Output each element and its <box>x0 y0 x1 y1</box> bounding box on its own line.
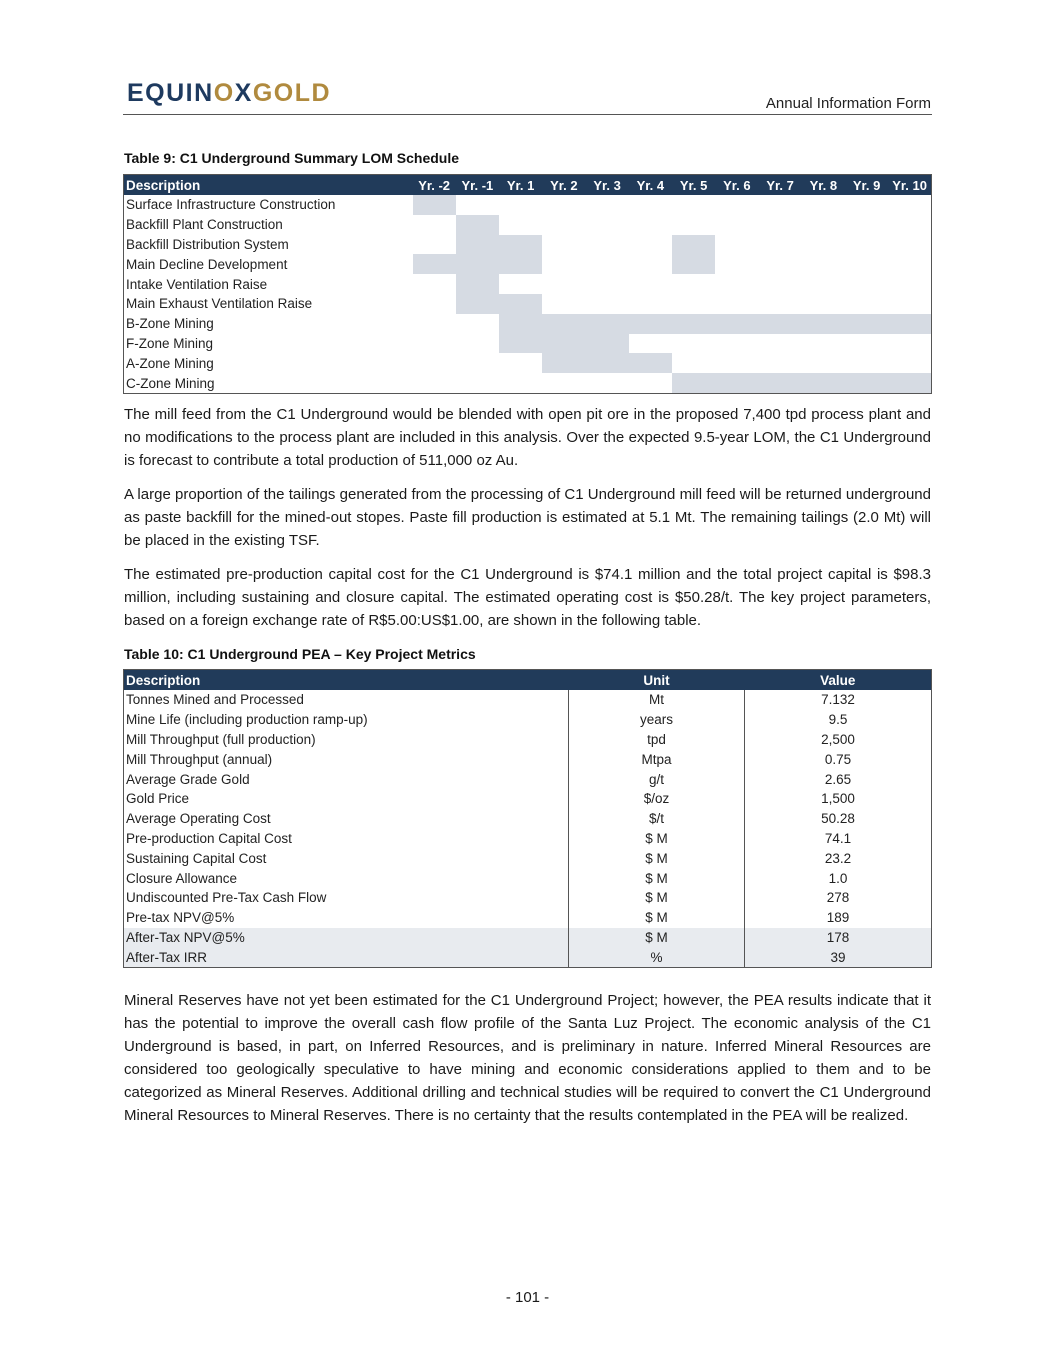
schedule-empty-cell <box>672 294 715 314</box>
schedule-empty-cell <box>715 254 758 274</box>
schedule-empty-cell <box>629 294 672 314</box>
schedule-row <box>124 254 932 274</box>
schedule-empty-cell <box>715 334 758 354</box>
document-title: Annual Information Form <box>765 95 931 112</box>
schedule-empty-cell <box>456 314 499 334</box>
paragraph-capital-cost: The estimated pre-production capital cost for the C1 Underground is $74.1 million and the total project capital is $98.3 million, including sustaining and closure capital. The estimated operating cost is $50.28/t. The key project parameters, based on a foreign exchange rate of R$5.00:US$1.00, are shown in the following table. <box>124 566 931 629</box>
schedule-empty-cell <box>586 215 629 235</box>
schedule-bar-cell <box>499 235 542 255</box>
metric-description: Gold Price <box>126 791 190 807</box>
schedule-row <box>124 235 932 255</box>
schedule-bar-cell <box>759 314 802 334</box>
metric-description: Undiscounted Pre-Tax Cash Flow <box>126 890 327 906</box>
schedule-empty-cell <box>413 274 456 294</box>
schedule-empty-cell <box>629 274 672 294</box>
schedule-empty-cell <box>456 353 499 373</box>
metric-value: 189 <box>745 908 932 928</box>
schedule-empty-cell <box>802 235 845 255</box>
schedule-empty-cell <box>542 195 585 215</box>
metric-value: 23.2 <box>745 848 932 868</box>
schedule-row <box>124 353 932 373</box>
key-metrics-table <box>123 669 932 968</box>
schedule-empty-cell <box>802 195 845 215</box>
schedule-empty-cell <box>888 215 931 235</box>
schedule-bar-cell <box>413 195 456 215</box>
schedule-bar-cell <box>456 294 499 314</box>
schedule-bar-cell <box>586 334 629 354</box>
metric-value: 74.1 <box>745 829 932 849</box>
schedule-row <box>124 274 932 294</box>
schedule-empty-cell <box>629 215 672 235</box>
schedule-bar-cell <box>715 314 758 334</box>
metric-unit: $/t <box>569 809 745 829</box>
schedule-activity-label: Main Exhaust Ventilation Raise <box>126 296 313 312</box>
schedule-bar-cell <box>888 373 931 393</box>
schedule-empty-cell <box>715 294 758 314</box>
schedule-bar-cell <box>542 314 585 334</box>
schedule-empty-cell <box>629 195 672 215</box>
metrics-row <box>124 888 932 908</box>
schedule-bar-cell <box>499 334 542 354</box>
schedule-bar-cell <box>542 353 585 373</box>
schedule-empty-cell <box>586 373 629 393</box>
schedule-activity-label: A-Zone Mining <box>126 355 214 371</box>
metric-description: Mill Throughput (full production) <box>126 731 316 747</box>
schedule-empty-cell <box>672 274 715 294</box>
schedule-bar-cell <box>499 254 542 274</box>
metric-value: 1.0 <box>745 868 932 888</box>
schedule-empty-cell <box>715 195 758 215</box>
column-header-year: Yr. -2 <box>413 175 456 196</box>
schedule-bar-cell <box>888 314 931 334</box>
schedule-empty-cell <box>802 334 845 354</box>
schedule-empty-cell <box>759 334 802 354</box>
schedule-empty-cell <box>542 373 585 393</box>
schedule-activity-label: B-Zone Mining <box>126 316 214 332</box>
metric-value: 2.65 <box>745 769 932 789</box>
metric-description: Mine Life (including production ramp-up) <box>126 712 368 728</box>
metric-description: After-Tax NPV@5% <box>124 928 569 948</box>
schedule-activity-label: Backfill Plant Construction <box>126 217 283 233</box>
column-header-year: Yr. 4 <box>629 175 672 196</box>
paragraph-mineral-reserves: Mineral Reserves have not yet been estimated for the C1 Underground Project; however, the PEA results indicate that it has the potential to improve the overall cash flow profile of the Santa Luz Project. The economic analysis of the C1 Underground is based, in part, on Inferred Resources, and is preliminary in nature. Inferred Mineral Resources are considered too geologically speculative to have mining and economic considerations applied to them and to be categorized as Mineral Reserves. Additional drilling and technical studies will be required to convert the C1 Underground Mineral Resources to Mineral Reserves. There is no certainty that the results contemplated in the PEA will be realized. <box>124 992 931 1124</box>
schedule-empty-cell <box>715 235 758 255</box>
schedule-empty-cell <box>802 254 845 274</box>
schedule-empty-cell <box>542 254 585 274</box>
column-header-year: Yr. 10 <box>888 175 931 196</box>
schedule-empty-cell <box>715 215 758 235</box>
schedule-bar-cell <box>586 353 629 373</box>
schedule-empty-cell <box>456 334 499 354</box>
column-header-year: Yr. 3 <box>586 175 629 196</box>
metric-value: 7.132 <box>745 690 932 710</box>
table-9-caption: Table 9: C1 Underground Summary LOM Schedule <box>124 150 460 166</box>
schedule-empty-cell <box>586 254 629 274</box>
schedule-empty-cell <box>888 254 931 274</box>
schedule-empty-cell <box>888 274 931 294</box>
schedule-empty-cell <box>586 274 629 294</box>
metric-unit: Mt <box>569 690 745 710</box>
metrics-row <box>124 769 932 789</box>
schedule-empty-cell <box>672 353 715 373</box>
schedule-activity-label: F-Zone Mining <box>126 335 214 351</box>
schedule-empty-cell <box>542 235 585 255</box>
metrics-row <box>124 789 932 809</box>
metric-value: 178 <box>745 928 932 948</box>
schedule-row <box>124 314 932 334</box>
schedule-bar-cell <box>456 254 499 274</box>
schedule-empty-cell <box>715 274 758 294</box>
schedule-bar-cell <box>499 294 542 314</box>
schedule-empty-cell <box>845 215 888 235</box>
schedule-bar-cell <box>672 373 715 393</box>
schedule-empty-cell <box>542 215 585 235</box>
schedule-row <box>124 373 932 393</box>
metrics-row <box>124 730 932 750</box>
page-number: - 101 - <box>505 1289 550 1306</box>
schedule-bar-cell <box>845 373 888 393</box>
column-header-value: Value <box>745 670 932 691</box>
schedule-bar-cell <box>802 373 845 393</box>
metric-unit: % <box>569 947 745 967</box>
schedule-empty-cell <box>888 195 931 215</box>
schedule-empty-cell <box>845 353 888 373</box>
schedule-bar-cell <box>672 314 715 334</box>
schedule-bar-cell <box>586 314 629 334</box>
schedule-row <box>124 294 932 314</box>
paragraph-mill-feed: The mill feed from the C1 Underground would be blended with open pit ore in the proposed 7,400 tpd process plant and no modifications to the process plant are included in this analysis. Over the expected 9.5-year LOM, the C1 Underground is forecast to contribute a total production of 511,000 oz Au. <box>124 406 931 469</box>
schedule-empty-cell <box>715 353 758 373</box>
schedule-empty-cell <box>542 274 585 294</box>
schedule-activity-label: Backfill Distribution System <box>126 236 289 252</box>
schedule-bar-cell <box>456 235 499 255</box>
metric-unit: g/t <box>569 769 745 789</box>
metric-value: 0.75 <box>745 749 932 769</box>
metrics-row <box>124 947 932 967</box>
schedule-empty-cell <box>845 274 888 294</box>
schedule-empty-cell <box>499 353 542 373</box>
column-header-year: Yr. 6 <box>715 175 758 196</box>
table-10-caption: Table 10: C1 Underground PEA – Key Project Metrics <box>124 646 476 662</box>
header-divider <box>123 114 932 115</box>
schedule-empty-cell <box>499 274 542 294</box>
metric-value: 278 <box>745 888 932 908</box>
schedule-bar-cell <box>456 215 499 235</box>
schedule-bar-cell <box>672 235 715 255</box>
equinox-gold-logo: EQUINOXGOLD <box>127 79 332 107</box>
schedule-bar-cell <box>845 314 888 334</box>
metric-value: 39 <box>745 947 932 967</box>
schedule-bar-cell <box>456 274 499 294</box>
column-header-unit: Unit <box>569 670 745 691</box>
metrics-row <box>124 690 932 710</box>
schedule-empty-cell <box>456 373 499 393</box>
metric-description: Pre-production Capital Cost <box>126 830 292 846</box>
schedule-activity-label: Main Decline Development <box>126 256 288 272</box>
metric-description: After-Tax IRR <box>124 947 569 967</box>
metric-description: Tonnes Mined and Processed <box>126 692 304 708</box>
metric-value: 1,500 <box>745 789 932 809</box>
column-header-description: Description <box>124 670 569 691</box>
schedule-empty-cell <box>413 314 456 334</box>
column-header-year: Yr. 5 <box>672 175 715 196</box>
metric-unit: $ M <box>569 829 745 849</box>
schedule-empty-cell <box>888 235 931 255</box>
metric-value: 50.28 <box>745 809 932 829</box>
metric-unit: $ M <box>569 908 745 928</box>
schedule-empty-cell <box>499 373 542 393</box>
metric-description: Average Operating Cost <box>126 811 271 827</box>
schedule-empty-cell <box>759 235 802 255</box>
metrics-row <box>124 848 932 868</box>
schedule-empty-cell <box>586 195 629 215</box>
schedule-empty-cell <box>759 274 802 294</box>
schedule-empty-cell <box>499 215 542 235</box>
metrics-row <box>124 710 932 730</box>
metric-unit: $ M <box>569 868 745 888</box>
schedule-row <box>124 215 932 235</box>
schedule-empty-cell <box>759 353 802 373</box>
schedule-empty-cell <box>802 274 845 294</box>
schedule-activity-label: Surface Infrastructure Construction <box>126 197 336 213</box>
schedule-empty-cell <box>413 215 456 235</box>
schedule-empty-cell <box>629 334 672 354</box>
lom-schedule-table <box>123 174 932 394</box>
schedule-empty-cell <box>629 235 672 255</box>
schedule-empty-cell <box>845 294 888 314</box>
schedule-empty-cell <box>629 373 672 393</box>
metrics-row <box>124 908 932 928</box>
schedule-bar-cell <box>715 373 758 393</box>
column-header-description: Description <box>124 175 413 196</box>
schedule-row <box>124 334 932 354</box>
metric-description: Sustaining Capital Cost <box>126 850 267 866</box>
metric-unit: years <box>569 710 745 730</box>
schedule-empty-cell <box>629 254 672 274</box>
schedule-empty-cell <box>802 215 845 235</box>
schedule-activity-label: C-Zone Mining <box>126 375 215 391</box>
column-header-year: Yr. 2 <box>542 175 585 196</box>
schedule-empty-cell <box>499 195 542 215</box>
schedule-empty-cell <box>672 215 715 235</box>
schedule-row <box>124 195 932 215</box>
schedule-empty-cell <box>888 294 931 314</box>
schedule-empty-cell <box>586 294 629 314</box>
schedule-activity-label: Intake Ventilation Raise <box>126 276 268 292</box>
schedule-empty-cell <box>413 353 456 373</box>
metrics-row <box>124 928 932 948</box>
schedule-bar-cell <box>499 314 542 334</box>
schedule-bar-cell <box>759 373 802 393</box>
schedule-empty-cell <box>888 334 931 354</box>
metric-value: 2,500 <box>745 730 932 750</box>
metric-unit: $ M <box>569 848 745 868</box>
metric-description: Pre-tax NPV@5% <box>126 910 235 926</box>
schedule-empty-cell <box>802 353 845 373</box>
schedule-empty-cell <box>672 195 715 215</box>
metrics-row <box>124 809 932 829</box>
metric-unit: $/oz <box>569 789 745 809</box>
schedule-empty-cell <box>759 294 802 314</box>
metric-unit: $ M <box>569 888 745 908</box>
column-header-year: Yr. 7 <box>759 175 802 196</box>
column-header-year: Yr. 8 <box>802 175 845 196</box>
schedule-empty-cell <box>413 294 456 314</box>
schedule-bar-cell <box>542 334 585 354</box>
schedule-bar-cell <box>629 353 672 373</box>
schedule-empty-cell <box>845 334 888 354</box>
metric-unit: $ M <box>569 928 745 948</box>
schedule-empty-cell <box>672 334 715 354</box>
metric-unit: Mtpa <box>569 749 745 769</box>
schedule-empty-cell <box>456 195 499 215</box>
metric-description: Average Grade Gold <box>126 771 250 787</box>
schedule-empty-cell <box>802 294 845 314</box>
schedule-empty-cell <box>586 235 629 255</box>
schedule-empty-cell <box>413 334 456 354</box>
schedule-empty-cell <box>759 195 802 215</box>
metrics-row <box>124 868 932 888</box>
metric-unit: tpd <box>569 730 745 750</box>
column-header-year: Yr. -1 <box>456 175 499 196</box>
schedule-empty-cell <box>542 294 585 314</box>
metric-description: Mill Throughput (annual) <box>126 751 273 767</box>
schedule-empty-cell <box>759 254 802 274</box>
paragraph-tailings: A large proportion of the tailings generated from the processing of C1 Underground mill feed will be returned underground as paste backfill for the mined-out stopes. Paste fill production is estimated at 5.1 Mt. The remaining tailings (2.0 Mt) will be placed in the existing TSF. <box>124 486 931 549</box>
schedule-empty-cell <box>413 235 456 255</box>
metric-description: Closure Allowance <box>126 870 238 886</box>
metrics-row <box>124 829 932 849</box>
schedule-empty-cell <box>888 353 931 373</box>
schedule-empty-cell <box>759 215 802 235</box>
metrics-row <box>124 749 932 769</box>
schedule-empty-cell <box>845 254 888 274</box>
metric-value: 9.5 <box>745 710 932 730</box>
schedule-empty-cell <box>413 373 456 393</box>
column-header-year: Yr. 1 <box>499 175 542 196</box>
schedule-bar-cell <box>413 254 456 274</box>
column-header-year: Yr. 9 <box>845 175 888 196</box>
schedule-bar-cell <box>802 314 845 334</box>
schedule-empty-cell <box>845 195 888 215</box>
schedule-empty-cell <box>845 235 888 255</box>
schedule-bar-cell <box>629 314 672 334</box>
schedule-bar-cell <box>672 254 715 274</box>
